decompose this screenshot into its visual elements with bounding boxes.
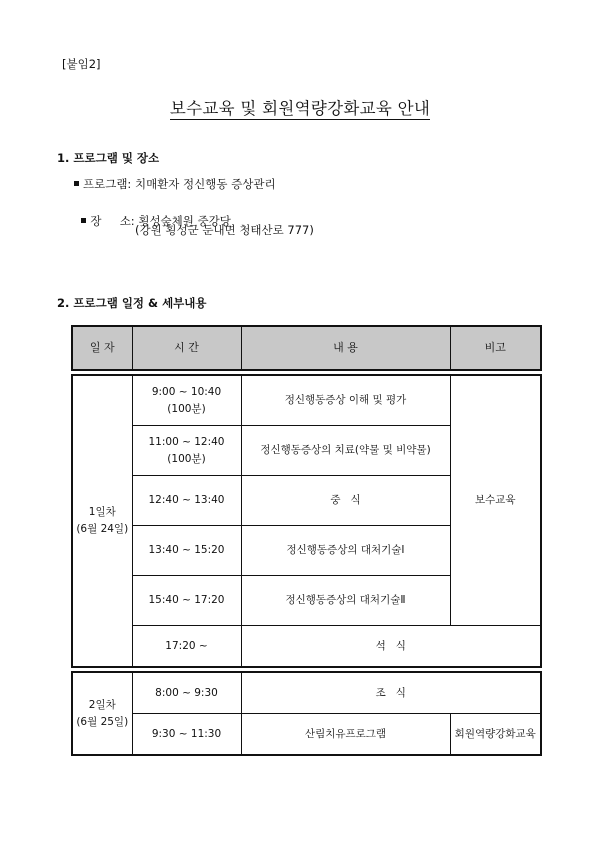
content-cell: 중 식 [241,476,450,526]
time-cell: 17:20 ~ [132,626,241,668]
time-cell: 15:40 ~ 17:20 [132,576,241,626]
address-line: (강원 횡성군 둔내면 청태산로 777) [135,223,314,237]
time-cell [132,426,241,476]
time-cell [132,375,241,426]
day2-cell [72,672,132,755]
bullet-icon [74,181,79,186]
program-text: 프로그램: 치매환자 정신행동 증상관리 [83,177,276,191]
duration-text: (100분) [167,402,206,415]
day1-cell [72,375,132,667]
remark-cell: 회원역량강화교육 [450,714,541,756]
content-cell: 석 식 [241,626,541,668]
time-cell: 12:40 ~ 13:40 [132,476,241,526]
content-cell: 정신행동증상의 대처기술Ⅱ [241,576,450,626]
program-line [74,176,276,192]
content-cell: 정신행동증상 이해 및 평가 [241,375,450,426]
day1-label: 1일차 [88,506,116,519]
page-title [0,95,600,119]
page-title-text: 보수교육 및 회원역량강화교육 안내 [169,99,431,118]
content-cell: 정신행동증상의 치료(약물 및 비약물) [241,426,450,476]
section1-heading: 1. 프로그램 및 장소 [57,151,160,165]
header-date: 일 자 [72,326,132,370]
attachment-label: [붙임2] [62,57,101,71]
time-cell: 9:30 ~ 11:30 [132,714,241,756]
schedule-table [71,325,542,756]
time-cell: 8:00 ~ 9:30 [132,672,241,714]
day2-date: (6월 25일) [76,715,129,728]
place-text: 장 소: 횡성숲체원 중강당 [90,214,231,228]
header-remark: 비고 [450,326,541,370]
content-cell: 산림치유프로그램 [241,714,450,756]
day1-date: (6월 24일) [76,523,129,535]
duration-text: (100분) [167,452,206,465]
header-content: 내 용 [241,326,450,370]
time-text: 9:00 ~ 10:40 [151,385,222,398]
day1-remark: 보수교육 [450,375,541,626]
content-cell: 조 식 [241,672,541,714]
time-cell: 13:40 ~ 15:20 [132,526,241,576]
content-cell: 정신행동증상의 대처기술Ⅰ [241,526,450,576]
bullet-icon [81,218,86,223]
day2-label: 2일차 [88,698,116,711]
header-time: 시 간 [132,326,241,370]
time-text: 11:00 ~ 12:40 [148,435,225,448]
section2-heading: 2. 프로그램 일정 & 세부내용 [57,296,207,310]
